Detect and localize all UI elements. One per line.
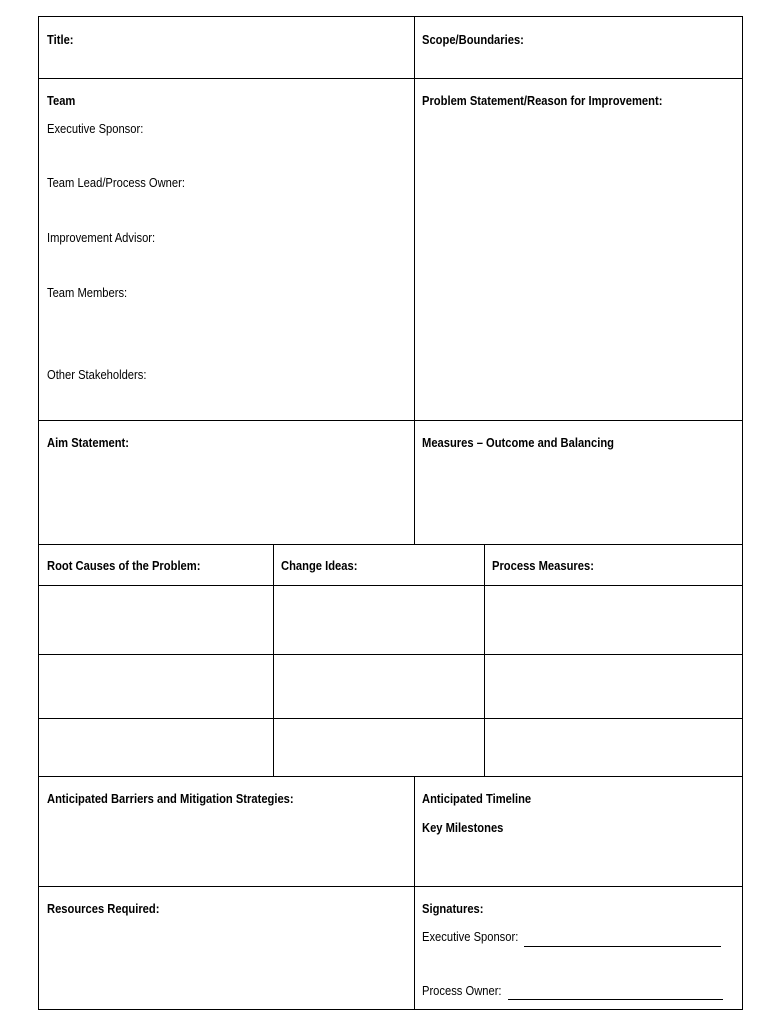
divider	[38, 585, 743, 586]
scope-label: Scope/Boundaries:	[422, 32, 524, 47]
divider	[38, 886, 743, 887]
divider	[273, 544, 274, 777]
divider	[38, 654, 743, 655]
divider	[38, 78, 743, 79]
divider	[38, 776, 743, 777]
executive-sponsor-label: Executive Sponsor:	[47, 121, 144, 136]
team-heading: Team	[47, 93, 76, 108]
divider	[484, 544, 485, 777]
charter-form-frame	[38, 16, 743, 1010]
title-label: Title:	[47, 32, 74, 47]
barriers-label: Anticipated Barriers and Mitigation Strategies:	[47, 791, 294, 806]
other-stakeholders-label: Other Stakeholders:	[47, 367, 147, 382]
signatures-heading: Signatures:	[422, 901, 484, 916]
team-members-label: Team Members:	[47, 285, 128, 300]
divider	[414, 776, 415, 1010]
aim-statement-label: Aim Statement:	[47, 435, 130, 450]
measures-label: Measures – Outcome and Balancing	[422, 435, 614, 450]
signature-executive-sponsor-label: Executive Sponsor:	[422, 929, 519, 944]
problem-statement-label: Problem Statement/Reason for Improvement:	[422, 93, 663, 108]
improvement-advisor-label: Improvement Advisor:	[47, 230, 156, 245]
divider	[38, 420, 743, 421]
root-causes-header: Root Causes of the Problem:	[47, 558, 201, 573]
divider	[414, 16, 415, 545]
signature-process-owner-label: Process Owner:	[422, 983, 502, 998]
team-lead-label: Team Lead/Process Owner:	[47, 175, 185, 190]
process-owner-signature-line[interactable]	[508, 999, 723, 1000]
key-milestones-label: Key Milestones	[422, 820, 504, 835]
timeline-label: Anticipated Timeline	[422, 791, 532, 806]
divider	[38, 718, 743, 719]
executive-sponsor-signature-line[interactable]	[524, 946, 721, 947]
change-ideas-header: Change Ideas:	[281, 558, 358, 573]
resources-label: Resources Required:	[47, 901, 160, 916]
process-measures-header: Process Measures:	[492, 558, 594, 573]
divider	[38, 544, 743, 545]
